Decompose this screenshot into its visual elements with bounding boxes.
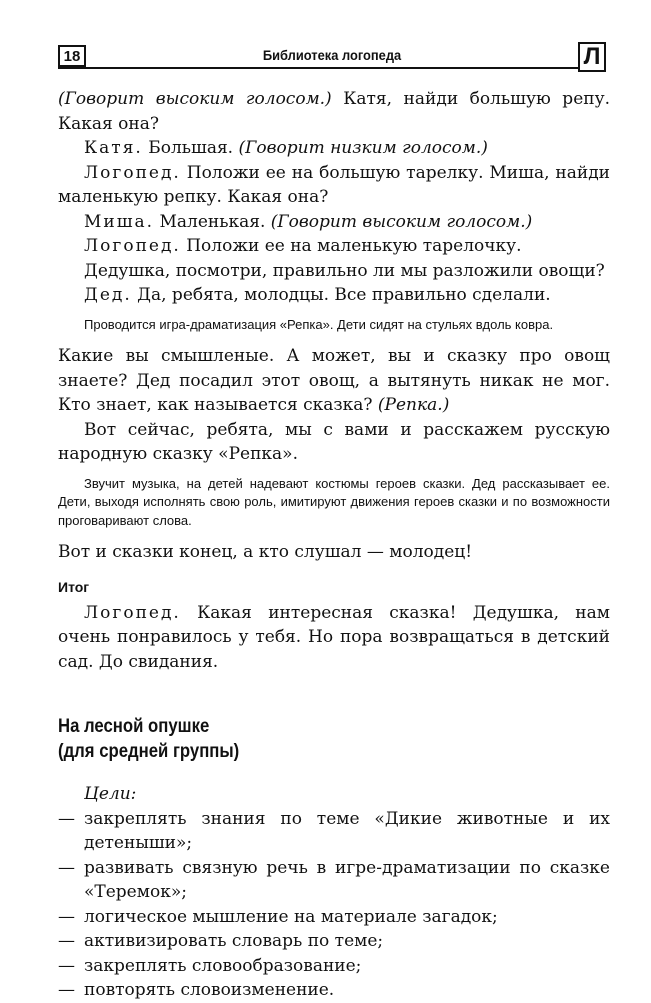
list-item — [58, 905, 610, 930]
paragraph-text: Да, ребята, молодцы. Все правильно сделали. — [131, 285, 551, 305]
dialogue-line — [58, 161, 610, 210]
page-body — [58, 87, 610, 1003]
speaker-name: Логопед. — [84, 602, 181, 623]
list-dash: — — [58, 808, 75, 829]
speaker-name: Катя. — [84, 138, 143, 158]
paragraph: Вот сейчас, ребята, мы с вами и расскажем русскую народную сказку «Репка». — [58, 419, 610, 464]
running-title: Библиотека логопеда — [262, 47, 402, 63]
speaker-name: Логопед. — [84, 162, 181, 183]
speaker-name: Логопед. — [84, 236, 181, 256]
paragraph-text: Положи ее на большую тарелку. Миша, найди маленькую репку. Какая она? — [58, 162, 610, 207]
dialogue-line — [58, 601, 610, 675]
section-subtitle: (для средней группы) — [58, 741, 240, 762]
list-item-text: закреплять знания по теме «Дикие животные и их детеныши»; — [84, 808, 610, 853]
header-rule — [58, 67, 606, 69]
paragraph-text: Какие вы смышленые. А может, вы и сказку про овощ знаете? Дед посадил этот овощ, а вытянуть никак не мог. Кто знает, как называется сказка? — [58, 346, 610, 415]
list-dash: — — [58, 955, 75, 976]
paragraph — [58, 87, 610, 136]
list-item-text: активизировать словарь по теме; — [84, 931, 384, 951]
page-header — [58, 45, 606, 75]
paragraph-text: Какая интересная сказка! Дедушка, нам очень понравилось у тебя. Но пора возвращаться в детский сад. До свидания. — [58, 602, 610, 672]
stage-direction: (Репка.) — [377, 395, 450, 415]
paragraph — [58, 344, 610, 418]
paragraph-text: Маленькая. — [154, 211, 271, 232]
instruction-note: Проводится игра-драматизация «Репка». Дети сидят на стульях вдоль ковра. — [84, 316, 554, 332]
list-item-text: закреплять словообразование; — [84, 955, 362, 976]
dialogue-line — [58, 210, 610, 235]
list-item — [58, 929, 610, 954]
paragraph-text: Катя, найди большую репу. Какая она? — [58, 89, 610, 134]
stage-direction: (Говорит высоким голосом.) — [270, 211, 533, 232]
paragraph-text: Положи ее на маленькую тарелочку. — [180, 236, 522, 256]
list-dash: — — [58, 857, 75, 878]
instruction-note: Звучит музыка, на детей надевают костюмы героев сказки. Дед рассказывает ее. Дети, выходя исполнять свою роль, имитируют движения героев сказки и по возможности проговаривают слова. — [58, 475, 610, 528]
stage-direction: (Говорит высоким голосом.) — [58, 89, 332, 109]
list-item — [58, 954, 610, 979]
list-item-text: развивать связную речь в игре-драматизации по сказке «Теремок»; — [84, 857, 610, 902]
section-title: На лесной опушке — [58, 716, 210, 737]
list-item — [58, 978, 610, 1003]
list-dash: — — [58, 906, 75, 927]
section-heading — [58, 714, 610, 764]
stage-direction: (Говорит низким голосом.) — [238, 138, 488, 158]
list-item-text: повторять словоизменение. — [84, 980, 335, 1000]
dialogue-line — [58, 234, 610, 259]
goals-list — [58, 807, 610, 1003]
goals-label: Цели: — [84, 784, 137, 804]
paragraph: Вот и сказки конец, а кто слушал — молодец! — [58, 542, 473, 562]
page-number: 18 — [58, 45, 86, 67]
dialogue-line — [58, 136, 610, 161]
dialogue-line — [58, 283, 610, 308]
list-dash: — — [58, 931, 75, 951]
subheading: Итог — [58, 578, 90, 595]
list-item-text: логическое мышление на материале загадок; — [84, 906, 498, 927]
speaker-name: Миша. — [84, 211, 155, 232]
list-dash: — — [58, 980, 75, 1000]
list-item — [58, 856, 610, 905]
speaker-name: Дед. — [84, 285, 132, 305]
list-item — [58, 807, 610, 856]
series-badge: Л — [578, 42, 606, 72]
dialogue-line: Дедушка, посмотри, правильно ли мы разложили овощи? — [84, 260, 605, 281]
paragraph-text: Большая. — [142, 138, 239, 158]
